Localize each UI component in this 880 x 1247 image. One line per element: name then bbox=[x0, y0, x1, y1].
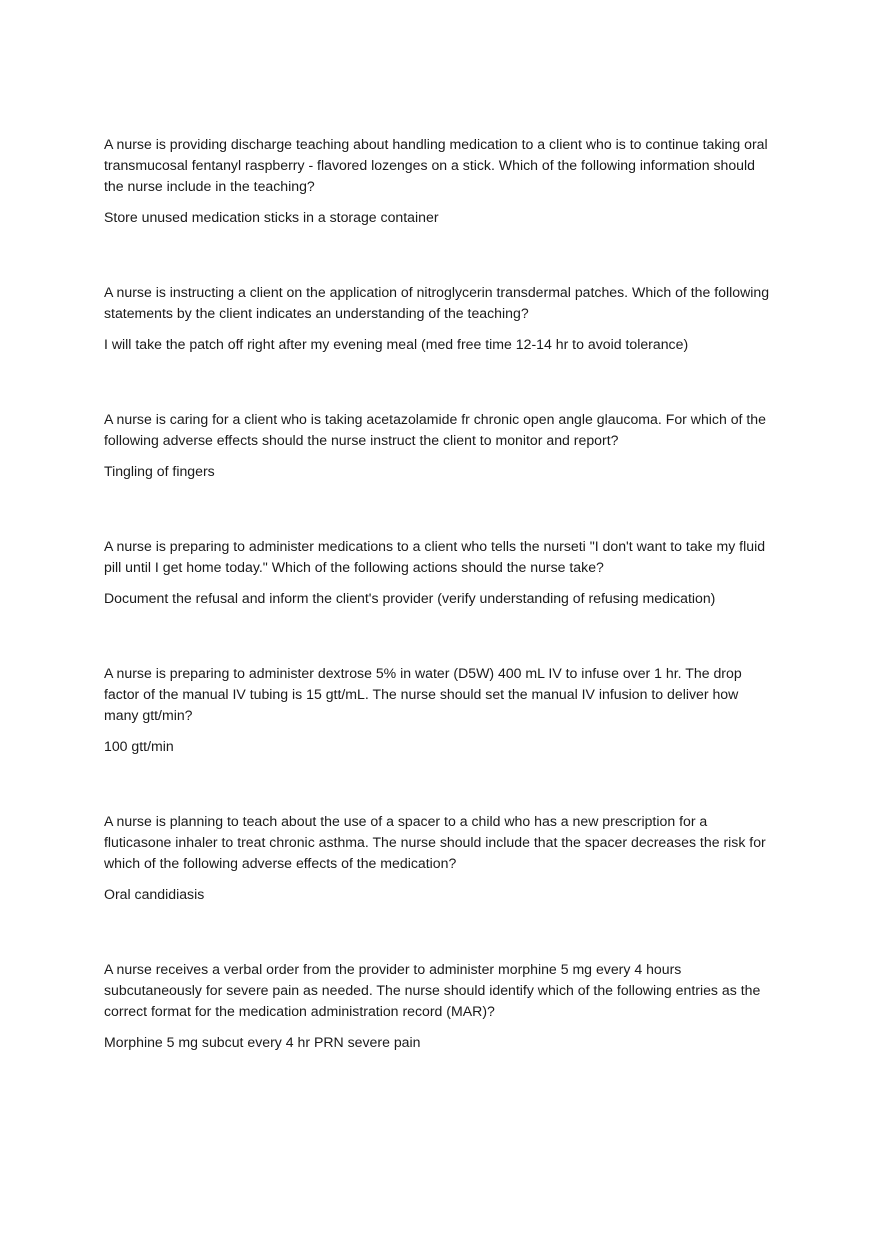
question-text: A nurse is instructing a client on the application of nitroglycerin transdermal patches. Which of the following statements by the client indicates an understanding of the teaching? bbox=[104, 284, 770, 321]
question-text: A nurse receives a verbal order from the provider to administer morphine 5 mg every 4 hours subcutaneously for severe pain as needed. The nurse should identify which of the following entries as the correct format for the medication administration record (MAR)? bbox=[104, 961, 761, 1019]
qa-item bbox=[104, 134, 772, 228]
answer-text: I will take the patch off right after my evening meal (med free time 12-14 hr to avoid tolerance) bbox=[104, 336, 689, 352]
qa-item bbox=[104, 959, 772, 1053]
answer-text: Tingling of fingers bbox=[104, 463, 215, 479]
question-text: A nurse is preparing to administer dextrose 5% in water (D5W) 400 mL IV to infuse over 1 hr. The drop factor of the manual IV tubing is 15 gtt/mL. The nurse should set the manual IV infusion to deliver how many gtt/min? bbox=[104, 665, 742, 723]
qa-item bbox=[104, 536, 772, 609]
answer-text: Oral candidiasis bbox=[104, 886, 205, 902]
question-text: A nurse is preparing to administer medications to a client who tells the nurseti "I don't want to take my fluid pill until I get home today." Which of the following actions should the nurse take? bbox=[104, 538, 766, 575]
question-text: A nurse is providing discharge teaching about handling medication to a client who is to continue taking oral transmucosal fentanyl raspberry - flavored lozenges on a stick. Which of the following information should the nurse include in the teaching? bbox=[104, 136, 768, 194]
qa-item bbox=[104, 409, 772, 482]
qa-list bbox=[104, 134, 772, 1107]
question-text: A nurse is planning to teach about the use of a spacer to a child who has a new prescription for a fluticasone inhaler to treat chronic asthma. The nurse should include that the spacer decreases the risk for which of the following adverse effects of the medication? bbox=[104, 813, 766, 871]
qa-item bbox=[104, 811, 772, 905]
qa-item bbox=[104, 663, 772, 757]
answer-text: Morphine 5 mg subcut every 4 hr PRN severe pain bbox=[104, 1034, 421, 1050]
answer-text: Document the refusal and inform the client's provider (verify understanding of refusing medication) bbox=[104, 590, 716, 606]
question-text: A nurse is caring for a client who is taking acetazolamide fr chronic open angle glaucoma. For which of the following adverse effects should the nurse instruct the client to monitor and report? bbox=[104, 411, 766, 448]
answer-text: Store unused medication sticks in a storage container bbox=[104, 209, 439, 225]
answer-text: 100 gtt/min bbox=[104, 738, 174, 754]
qa-item bbox=[104, 282, 772, 355]
